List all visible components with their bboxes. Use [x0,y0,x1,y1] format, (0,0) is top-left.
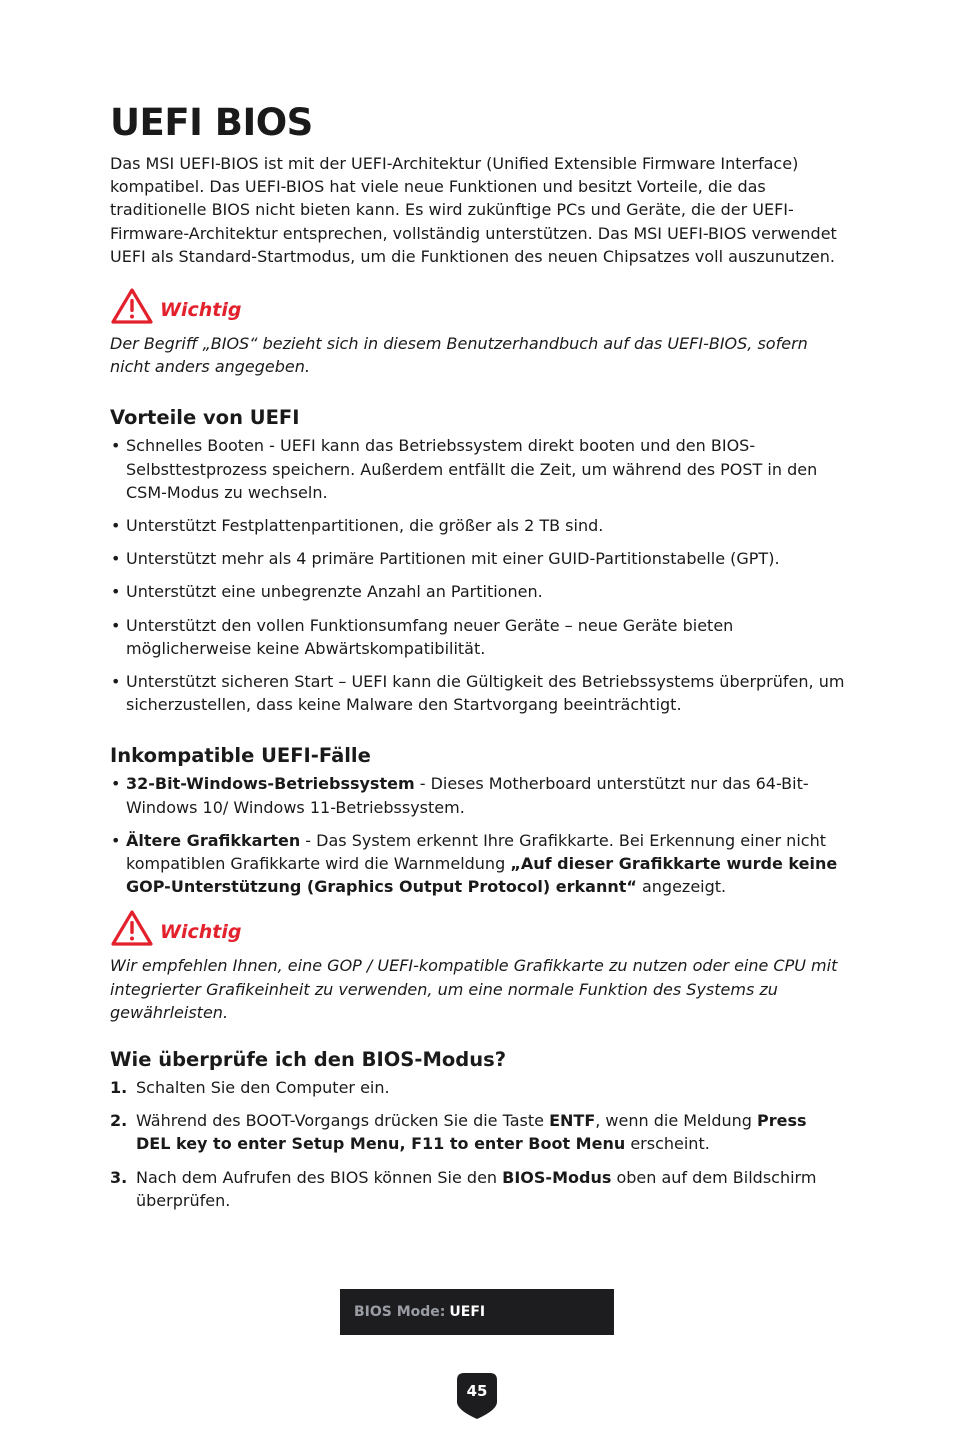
section-advantages [110,404,845,716]
step-number: 2. [110,1111,128,1131]
step-item [110,1166,845,1212]
section-heading: Wie überprüfe ich den BIOS-Modus? [110,1048,507,1072]
note-text: Wir empfehlen Ihnen, eine GOP / UEFI-kompatible Grafikkarte zu nutzen oder eine CPU mit integrierter Grafikeinheit zu verwenden, um eine normale Funktion des Systems zu gewährleisten. [110,956,838,1022]
advantages-list [110,434,845,716]
section-incompatible [110,742,845,898]
step-text: Schalten Sie den Computer ein. [136,1078,390,1098]
page-number: 45 [466,1382,488,1400]
list-item: • Unterstützt Festplattenpartitionen, die größer als 2 TB sind. [110,514,845,537]
step-text: , wenn die Meldung [595,1111,758,1131]
steps-list [110,1076,845,1212]
item-text: - Das System erkennt Ihre Grafikkarte. Bei Erkennung einer nicht kompatiblen Grafikkarte wird die Warnmeldung [126,830,826,874]
incompatible-list [110,772,845,898]
bios-mode-value: UEFI [449,1304,486,1320]
section-check-bios-mode [110,1046,845,1212]
note-title: Wichtig [160,921,242,944]
section-heading: Inkompatible UEFI-Fälle [110,744,371,768]
page-title: UEFI BIOS [110,101,313,144]
note-header [110,908,845,948]
page-content [110,98,845,1222]
bios-mode-label: BIOS Mode: [354,1304,446,1320]
list-item: • Schnelles Booten - UEFI kann das Betriebssystem direkt booten und den BIOS-Selbsttestprozess speichern. Außerdem entfällt die Zeit, um während des POST in den CSM-Modus zu wechseln. [110,434,845,504]
bios-mode-term: BIOS-Modus [502,1167,612,1187]
key-name: ENTF [549,1111,596,1131]
warning-message: „Auf dieser Grafikkarte wurde keine GOP-Unterstützung (Graphics Output Protocol) erkannt“ [126,854,838,897]
step-text: oben auf dem Bildschirm überprüfen. [136,1167,817,1210]
step-text: Während des BOOT-Vorgangs drücken Sie die Taste [136,1111,550,1131]
list-item [110,829,845,899]
item-term: 32-Bit-Windows-Betriebssystem [126,774,415,794]
important-note-2 [110,908,845,1024]
note-header [110,286,845,326]
warning-icon [110,909,154,947]
step-item [110,1076,845,1099]
section-heading: Vorteile von UEFI [110,406,300,430]
list-item [110,772,845,818]
item-term: Ältere Grafikkarten [126,830,301,850]
step-text: Nach dem Aufrufen des BIOS können Sie den [136,1167,503,1187]
bios-mode-screenshot [340,1289,614,1335]
note-text: Der Begriff „BIOS“ bezieht sich in diesem Benutzerhandbuch auf das UEFI-BIOS, sofern nicht anders angegeben. [110,334,808,377]
boot-message: Press DEL key to enter Setup Menu, F11 to enter Boot Menu [136,1111,807,1154]
list-item: • Unterstützt eine unbegrenzte Anzahl an Partitionen. [110,580,845,603]
important-note-1 [110,286,845,378]
step-item [110,1109,845,1155]
intro-paragraph: Das MSI UEFI-BIOS ist mit der UEFI-Architektur (Unified Extensible Firmware Interface) kompatibel. Das UEFI-BIOS hat viele neue Funktionen und besitzt Vorteile, die das traditionelle BIOS nicht bieten kann. Es wird zukünftige PCs und Geräte, die der UEFI-Firmware-Architektur entsprechen, vollständig unterstützen. Das MSI UEFI-BIOS verwendet UEFI als Standard-Startmodus, um die Funktionen des neuen Chipsatzes voll auszunutzen. [110,154,837,266]
step-number: 1. [110,1078,128,1098]
step-text: erscheint. [625,1134,710,1154]
list-item: • Unterstützt den vollen Funktionsumfang neuer Geräte – neue Geräte bieten möglicherweise keine Abwärtskompatibilität. [110,614,845,660]
warning-icon [110,287,154,325]
step-number: 3. [110,1167,128,1187]
list-item: • Unterstützt mehr als 4 primäre Partitionen mit einer GUID-Partitionstabelle (GPT). [110,547,845,570]
list-item: • Unterstützt sicheren Start – UEFI kann die Gültigkeit des Betriebssystems überprüfen, um sicherzustellen, dass keine Malware den Startvorgang beeinträchtigt. [110,670,845,716]
note-title: Wichtig [160,299,242,322]
page-number-badge [456,1372,498,1420]
item-text: - Dieses Motherboard unterstützt nur das 64-Bit-Windows 10/ Windows 11-Betriebssystem. [126,774,809,817]
item-text-end: angezeigt. [636,877,727,897]
